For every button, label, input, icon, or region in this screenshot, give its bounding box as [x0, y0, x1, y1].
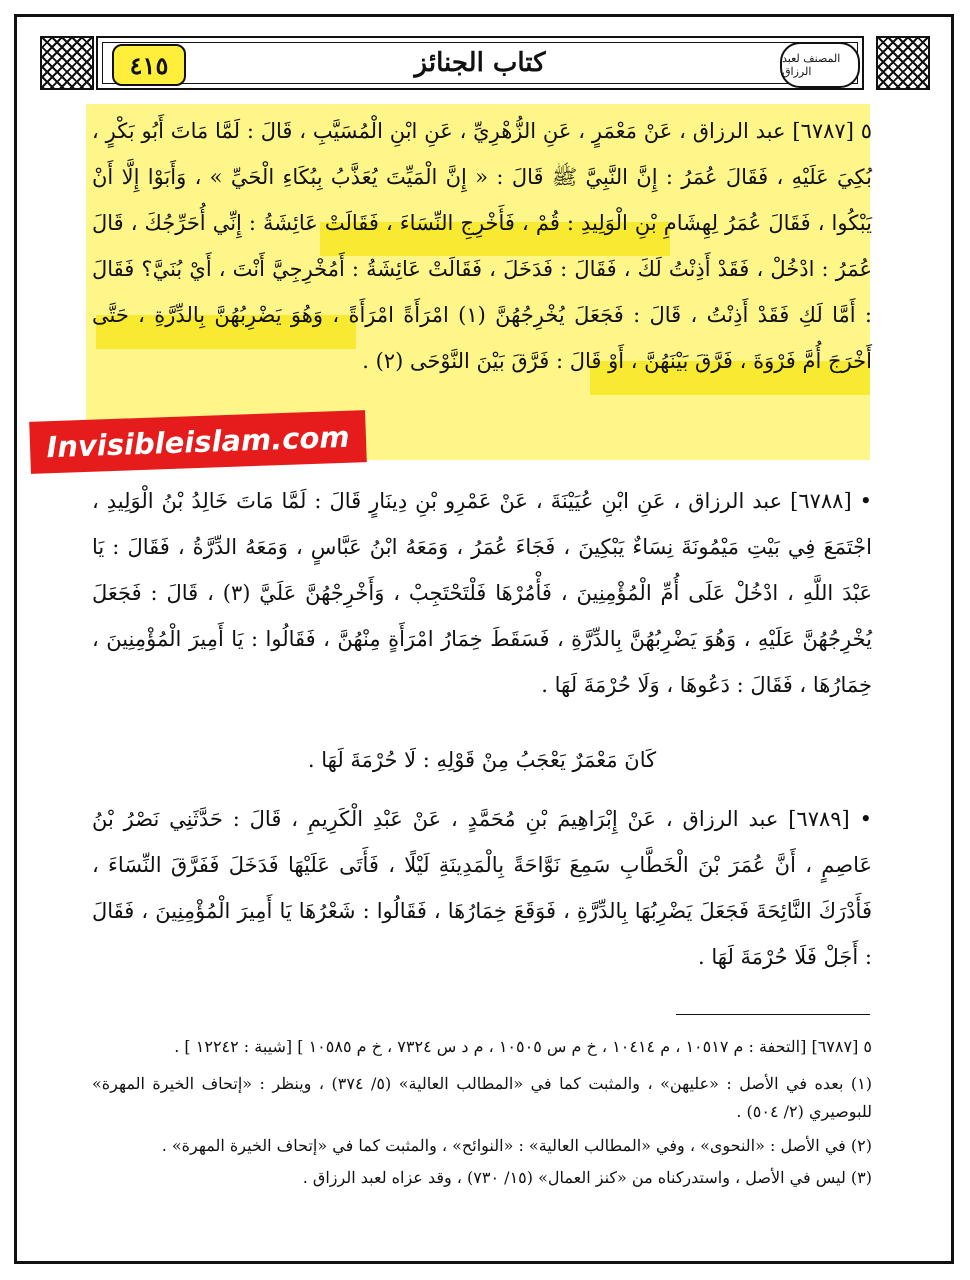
hadith-6788-note: كَانَ مَعْمَرٌ يَعْجَبُ مِنْ قَوْلِهِ : لَا حُرْمَةَ لَهَا .: [307, 748, 657, 772]
hadith-6789-text: • [٦٧٨٩] عبد الرزاق ، عَنْ إِبْرَاهِيمَ بْنِ مُحَمَّدٍ ، عَنْ عَبْدِ الْكَرِيمِ ، قَالَ : حَدَّثَنِي نَصْرُ بْنُ عَاصِمٍ ، أَنَّ عُمَرَ بْنَ الْخَطَّابِ سَمِعَ نَوَّاحَةً بِالْمَدِينَةِ لَيْلًا ، فَأَتَى عَلَيْهَا فَدَخَلَ فَفَرَّقَ النِّسَاءَ ، فَأَدْرَكَ النَّائِحَةَ فَجَعَلَ يَضْرِبُهَا بِالدِّرَّةِ ، فَوَقَعَ خِمَارُهَا ، فَقَالُوا : شَعْرُهَا يَا أَمِيرَ الْمُؤْمِنِينَ ، فَقَالَ : أَجَلْ فَلَا حُرْمَةَ لَهَا .: [92, 807, 872, 969]
book-title: كتاب الجنائز: [414, 48, 546, 78]
hadith-6787-text: ٥ [٦٧٨٧] عبد الرزاق ، عَنْ مَعْمَرٍ ، عَنِ الزُّهْرِيِّ ، عَنِ ابْنِ الْمُسَيَّبِ ، قَالَ : لَمَّا مَاتَ أَبُو بَكْرٍ ، بُكِيَ عَلَيْهِ ، فَقَالَ عُمَرُ : إِنَّ النَّبِيَّ ﷺ قَالَ : « إِنَّ الْمَيِّتَ يُعَذَّبُ بِبُكَاءِ الْحَيِّ » ، وَأَبَوْا إِلَّا أَنْ يَبْكُوا ، فَقَالَ عُمَرُ لِهِشَامِ بْنِ الْوَلِيدِ : قُمْ ، فَأَخْرِجِ النِّسَاءَ ، فَقَالَتْ عَائِشَةُ : إِنِّي أُحَرِّجُكَ ، قَالَ عُمَرُ : ادْخُلْ ، فَقَدْ أَذِنْتُ لَكَ ، فَقَالَ : فَدَخَلَ ، فَقَالَتْ عَائِشَةُ : أَمُخْرِجِيَّ أَنْتَ ، أَيْ بُنَيَّ؟ فَقَالَ : أَمَّا لَكِ فَقَدْ أَذِنْتُ ، قَالَ : فَجَعَلَ يُخْرِجُهُنَّ (١) امْرَأَةً امْرَأَةً ، وَهُوَ يَضْرِبُهُنَّ بِالدِّرَّةِ ، حَتَّى أَخْرَجَ أُمَّ فَرْوَةَ ، فَرَّقَ بَيْنَهُنَّ ، أَوْ قَالَ : فَرَّقَ بَيْنَ النَّوْحَى (٢) .: [92, 119, 872, 373]
footnotes: [92, 1030, 872, 1192]
hadith-6788: [92, 478, 872, 708]
footnote-divider: [676, 1014, 870, 1015]
page-number: ٤١٥: [112, 44, 186, 86]
running-header: [96, 36, 864, 90]
hadith-6788-text: • [٦٧٨٨] عبد الرزاق ، عَنِ ابْنِ عُيَيْنَةَ ، عَنْ عَمْرِو بْنِ دِينَارٍ قَالَ : لَمَّا مَاتَ خَالِدُ بْنُ الْوَلِيدِ ، اجْتَمَعَ فِي بَيْتِ مَيْمُونَةَ نِسَاءٌ يَبْكِينَ ، فَجَاءَ عُمَرُ ، وَمَعَهُ ابْنُ عَبَّاسٍ ، وَمَعَهُ الدِّرَّةُ ، فَقَالَ : يَا عَبْدَ اللَّهِ ، ادْخُلْ عَلَى أُمِّ الْمُؤْمِنِينَ ، فَأْمُرْهَا فَلْتَحْتَجِبْ ، وَأَخْرِجْهُنَّ عَلَيَّ (٣) ، قَالَ : فَجَعَلَ يُخْرِجُهُنَّ عَلَيْهِ ، وَهُوَ يَضْرِبُهُنَّ بِالدِّرَّةِ ، فَسَقَطَ خِمَارُ امْرَأَةٍ مِنْهُنَّ ، فَقَالُوا : يَا أَمِيرَ الْمُؤْمِنِينَ ، خِمَارُهَا ، فَقَالَ : دَعُوهَا ، وَلَا حُرْمَةَ لَهَا .: [92, 489, 872, 697]
hadith-6789: [92, 796, 872, 980]
footnote-3: (٣) ليس في الأصل ، واستدركناه من «كنز العمال» (١٥/ ٧٣٠) ، وقد عزاه لعبد الرزاق .: [302, 1168, 872, 1187]
footnote-takhrij: ٥ [٦٧٨٧] [التحفة : م ١٠٥١٧ ، م ١٠٤١٤ ، خ م س ١٠٥٠٥ ، م د س ٧٣٢٤ ، خ م ١٠٥٨٥ ] [شيبة : ١٢٢٤٢ ] .: [174, 1037, 872, 1056]
footnote-1: (١) بعده في الأصل : «عليهن» ، والمثبت كما في «المطالب العالية» (٥/ ٣٧٤) ، وينظر : «إتحاف الخيرة المهرة» للبوصيري (٢/ ٥٠٤) .: [92, 1074, 873, 1121]
book-seal-logo: المصنف لعبد الرزاق: [780, 42, 860, 88]
corner-ornament-right: [876, 36, 930, 90]
footnote-2: (٢) في الأصل : «النحوى» ، وفي «المطالب العالية» : «النوائح» ، والمثبت كما في «إتحاف الخيرة المهرة» .: [161, 1136, 872, 1155]
hadith-6787: [92, 108, 872, 384]
corner-ornament-left: [40, 36, 94, 90]
watermark-logo: Invisibleislam.com: [29, 410, 367, 474]
